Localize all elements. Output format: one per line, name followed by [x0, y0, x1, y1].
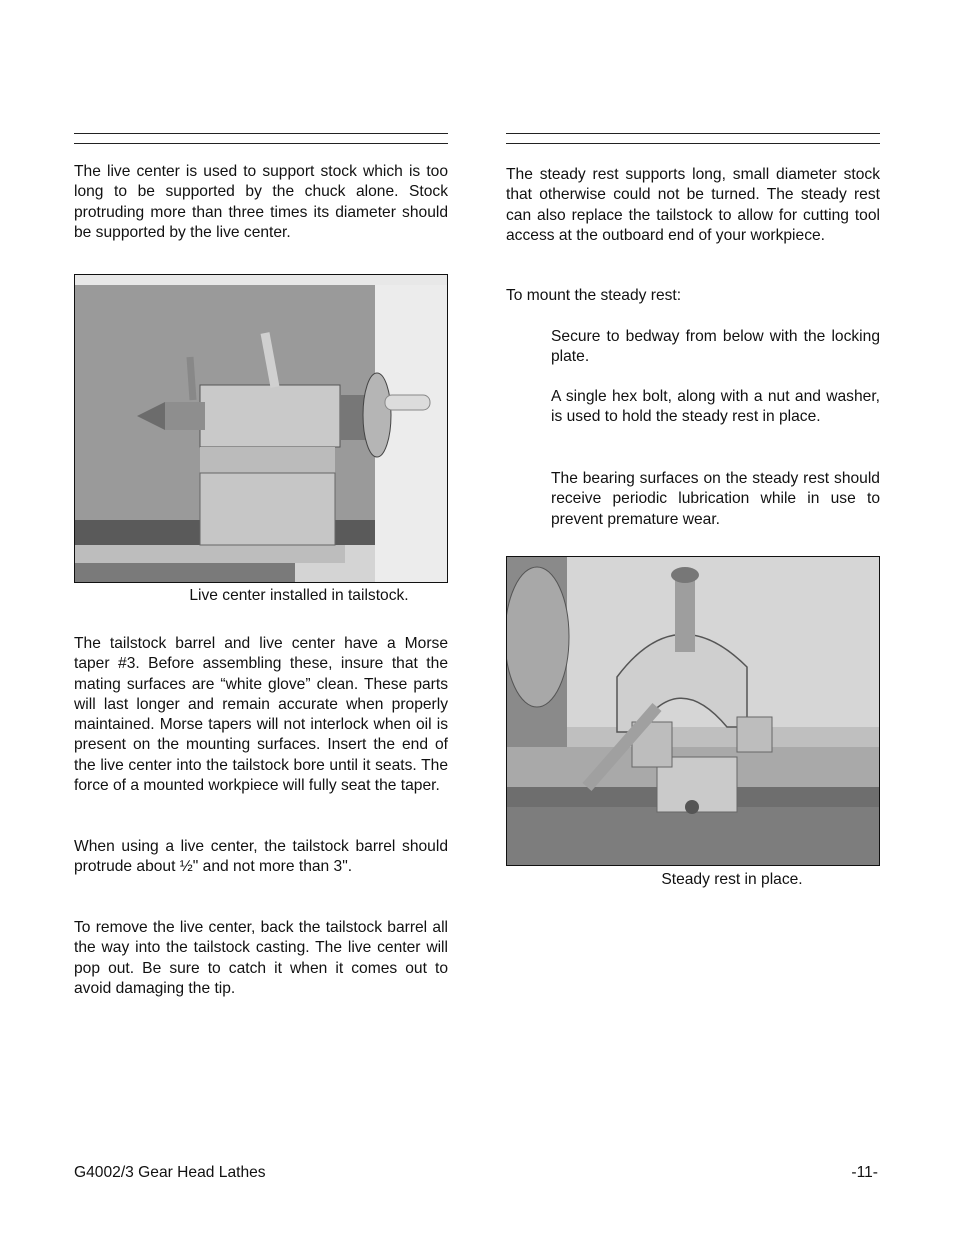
- mount-steady-rest-intro: To mount the steady rest:: [506, 287, 682, 304]
- page-number: -11-: [851, 1164, 878, 1181]
- live-center-caption: Live center installed in tailstock.: [189, 587, 409, 604]
- mount-step-1: Secure to bedway from below with the locking plate.: [551, 328, 880, 366]
- remove-live-center-paragraph: To remove the live center, back the tailstock barrel all the way into the tailstock casting. The live center will pop out. Be sure to catch it when it comes out to avoid damaging the tip.: [74, 919, 448, 997]
- morse-taper-paragraph: The tailstock barrel and live center have a Morse taper #3. Before assembling these, insure that the mating surfaces are “white glove” clean. These parts will last longer and remain accurate when properly maintained. Morse tapers will not interlock when oil is present on the mounting surfaces. Insert the end of the live center into the tailstock bore until it seats. The force of a mounted workpiece will fully seat the taper.: [74, 635, 448, 795]
- left-heading-rule-top: [74, 133, 448, 134]
- footer-title: G4002/3 Gear Head Lathes: [74, 1164, 266, 1181]
- steady-rest-photo: [506, 556, 880, 866]
- right-heading-rule-bottom: [506, 143, 880, 144]
- left-heading-rule-bottom: [74, 143, 448, 144]
- steady-rest-intro: The steady rest supports long, small diameter stock that otherwise could not be turned. The steady rest can also replace the tailstock to allow for cutting tool access at the outboard end of your workpiece.: [506, 166, 880, 244]
- live-center-intro: The live center is used to support stock which is too long to be supported by the chuck alone. Stock protruding more than three times its diameter should be supported by the live center.: [74, 163, 448, 241]
- barrel-protrude-paragraph: When using a live center, the tailstock barrel should protrude about ½" and not more than 3".: [74, 838, 448, 876]
- steady-rest-caption: Steady rest in place.: [661, 871, 803, 888]
- mount-step-2: A single hex bolt, along with a nut and washer, is used to hold the steady rest in place.: [551, 388, 880, 426]
- mount-step-3: The bearing surfaces on the steady rest should receive periodic lubrication while in use to prevent premature wear.: [551, 470, 880, 528]
- right-heading-rule-top: [506, 133, 880, 134]
- live-center-photo: [74, 274, 448, 583]
